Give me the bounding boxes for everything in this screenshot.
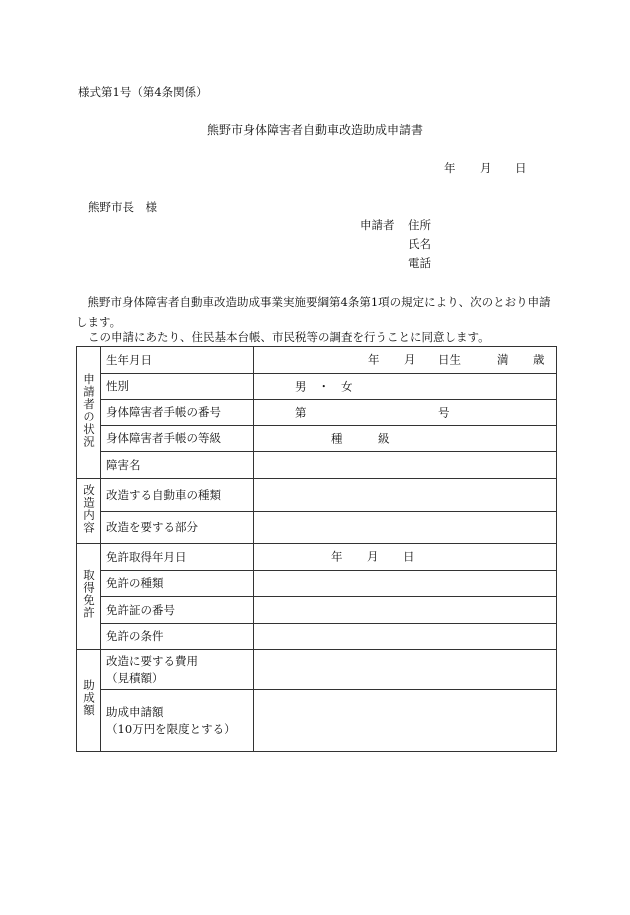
label-disability: 障害名 (101, 452, 254, 479)
birthdate-month-unit: 月 (404, 352, 416, 367)
label-handbook-grade: 身体障害者手帳の等級 (101, 426, 254, 452)
row-amount (77, 690, 557, 752)
row-parts (77, 512, 557, 544)
field-license-conditions[interactable] (254, 624, 557, 650)
cost-label: 改造に要する費用 (106, 653, 198, 668)
applicant-phone-label: 電話 (408, 256, 431, 270)
amount-note: （10万円を限度とする） (106, 721, 236, 736)
license-month-unit: 月 (367, 549, 379, 564)
section-license: 取得免許 (77, 544, 101, 650)
field-birthdate[interactable] (254, 347, 557, 374)
birthdate-year-unit: 年 (368, 352, 380, 367)
form-number: 様式第1号（第4条関係） (78, 85, 208, 99)
field-gender[interactable] (254, 374, 557, 400)
row-handbook-number (77, 400, 557, 426)
row-gender (77, 374, 557, 400)
label-handbook-number: 身体障害者手帳の番号 (101, 400, 254, 426)
label-vehicle-type: 改造する自動車の種類 (101, 479, 254, 512)
handbook-grade-unit: 級 (378, 431, 390, 445)
applicant-name-label: 氏名 (408, 237, 431, 251)
field-license-date[interactable] (254, 544, 557, 571)
birthdate-day-unit: 日生 (438, 352, 461, 367)
applicant-label: 申請者 (360, 218, 395, 232)
row-handbook-grade (77, 426, 557, 452)
addressee: 熊野市長 様 (88, 200, 157, 214)
field-amount[interactable] (254, 690, 557, 752)
age-full-label: 満 (497, 352, 509, 367)
label-birthdate: 生年月日 (101, 347, 254, 374)
row-birthdate (77, 347, 557, 374)
row-license-date (77, 544, 557, 571)
field-license-number[interactable] (254, 597, 557, 624)
field-vehicle-type[interactable] (254, 479, 557, 512)
field-parts[interactable] (254, 512, 557, 544)
field-disability[interactable] (254, 452, 557, 479)
row-license-number (77, 597, 557, 624)
age-unit: 歳 (533, 352, 545, 367)
row-disability (77, 452, 557, 479)
field-license-type[interactable] (254, 571, 557, 597)
application-form-table (76, 346, 557, 752)
gender-options: 男 ・ 女 (295, 379, 353, 393)
row-license-type (77, 571, 557, 597)
label-license-conditions: 免許の条件 (101, 624, 254, 650)
license-day-unit: 日 (403, 549, 415, 564)
date-month: 月 (480, 161, 492, 175)
field-handbook-grade[interactable] (254, 426, 557, 452)
applicant-address-label: 住所 (408, 218, 431, 232)
handbook-number-prefix: 第 (295, 405, 307, 419)
field-cost[interactable] (254, 650, 557, 690)
label-amount (101, 690, 254, 752)
license-year-unit: 年 (331, 549, 343, 564)
label-parts: 改造を要する部分 (101, 512, 254, 544)
consent-statement: この申請にあたり、住民基本台帳、市民税等の調査を行うことに同意します。 (88, 330, 490, 344)
section-applicant-status: 申請者の状況 (77, 347, 101, 479)
date-year: 年 (444, 161, 456, 175)
handbook-number-suffix: 号 (438, 405, 450, 419)
label-license-date: 免許取得年月日 (101, 544, 254, 571)
form-title: 熊野市身体障害者自動車改造助成申請書 (206, 123, 423, 137)
label-gender: 性別 (101, 374, 254, 400)
cost-note: （見積額） (106, 670, 164, 685)
row-cost (77, 650, 557, 690)
row-vehicle-type (77, 479, 557, 512)
row-license-conditions (77, 624, 557, 650)
amount-label: 助成申請額 (106, 704, 164, 719)
label-license-type: 免許の種類 (101, 571, 254, 597)
date-day: 日 (515, 161, 527, 175)
label-license-number: 免許証の番号 (101, 597, 254, 624)
handbook-kind-unit: 種 (331, 431, 343, 445)
section-modification: 改造内容 (77, 479, 101, 544)
section-subsidy: 助成額 (77, 650, 101, 752)
field-handbook-number[interactable] (254, 400, 557, 426)
label-cost (101, 650, 254, 690)
application-statement: 熊野市身体障害者自動車改造助成事業実施要綱第4条第1項の規定により、次のとおり申請します。 (76, 295, 551, 329)
